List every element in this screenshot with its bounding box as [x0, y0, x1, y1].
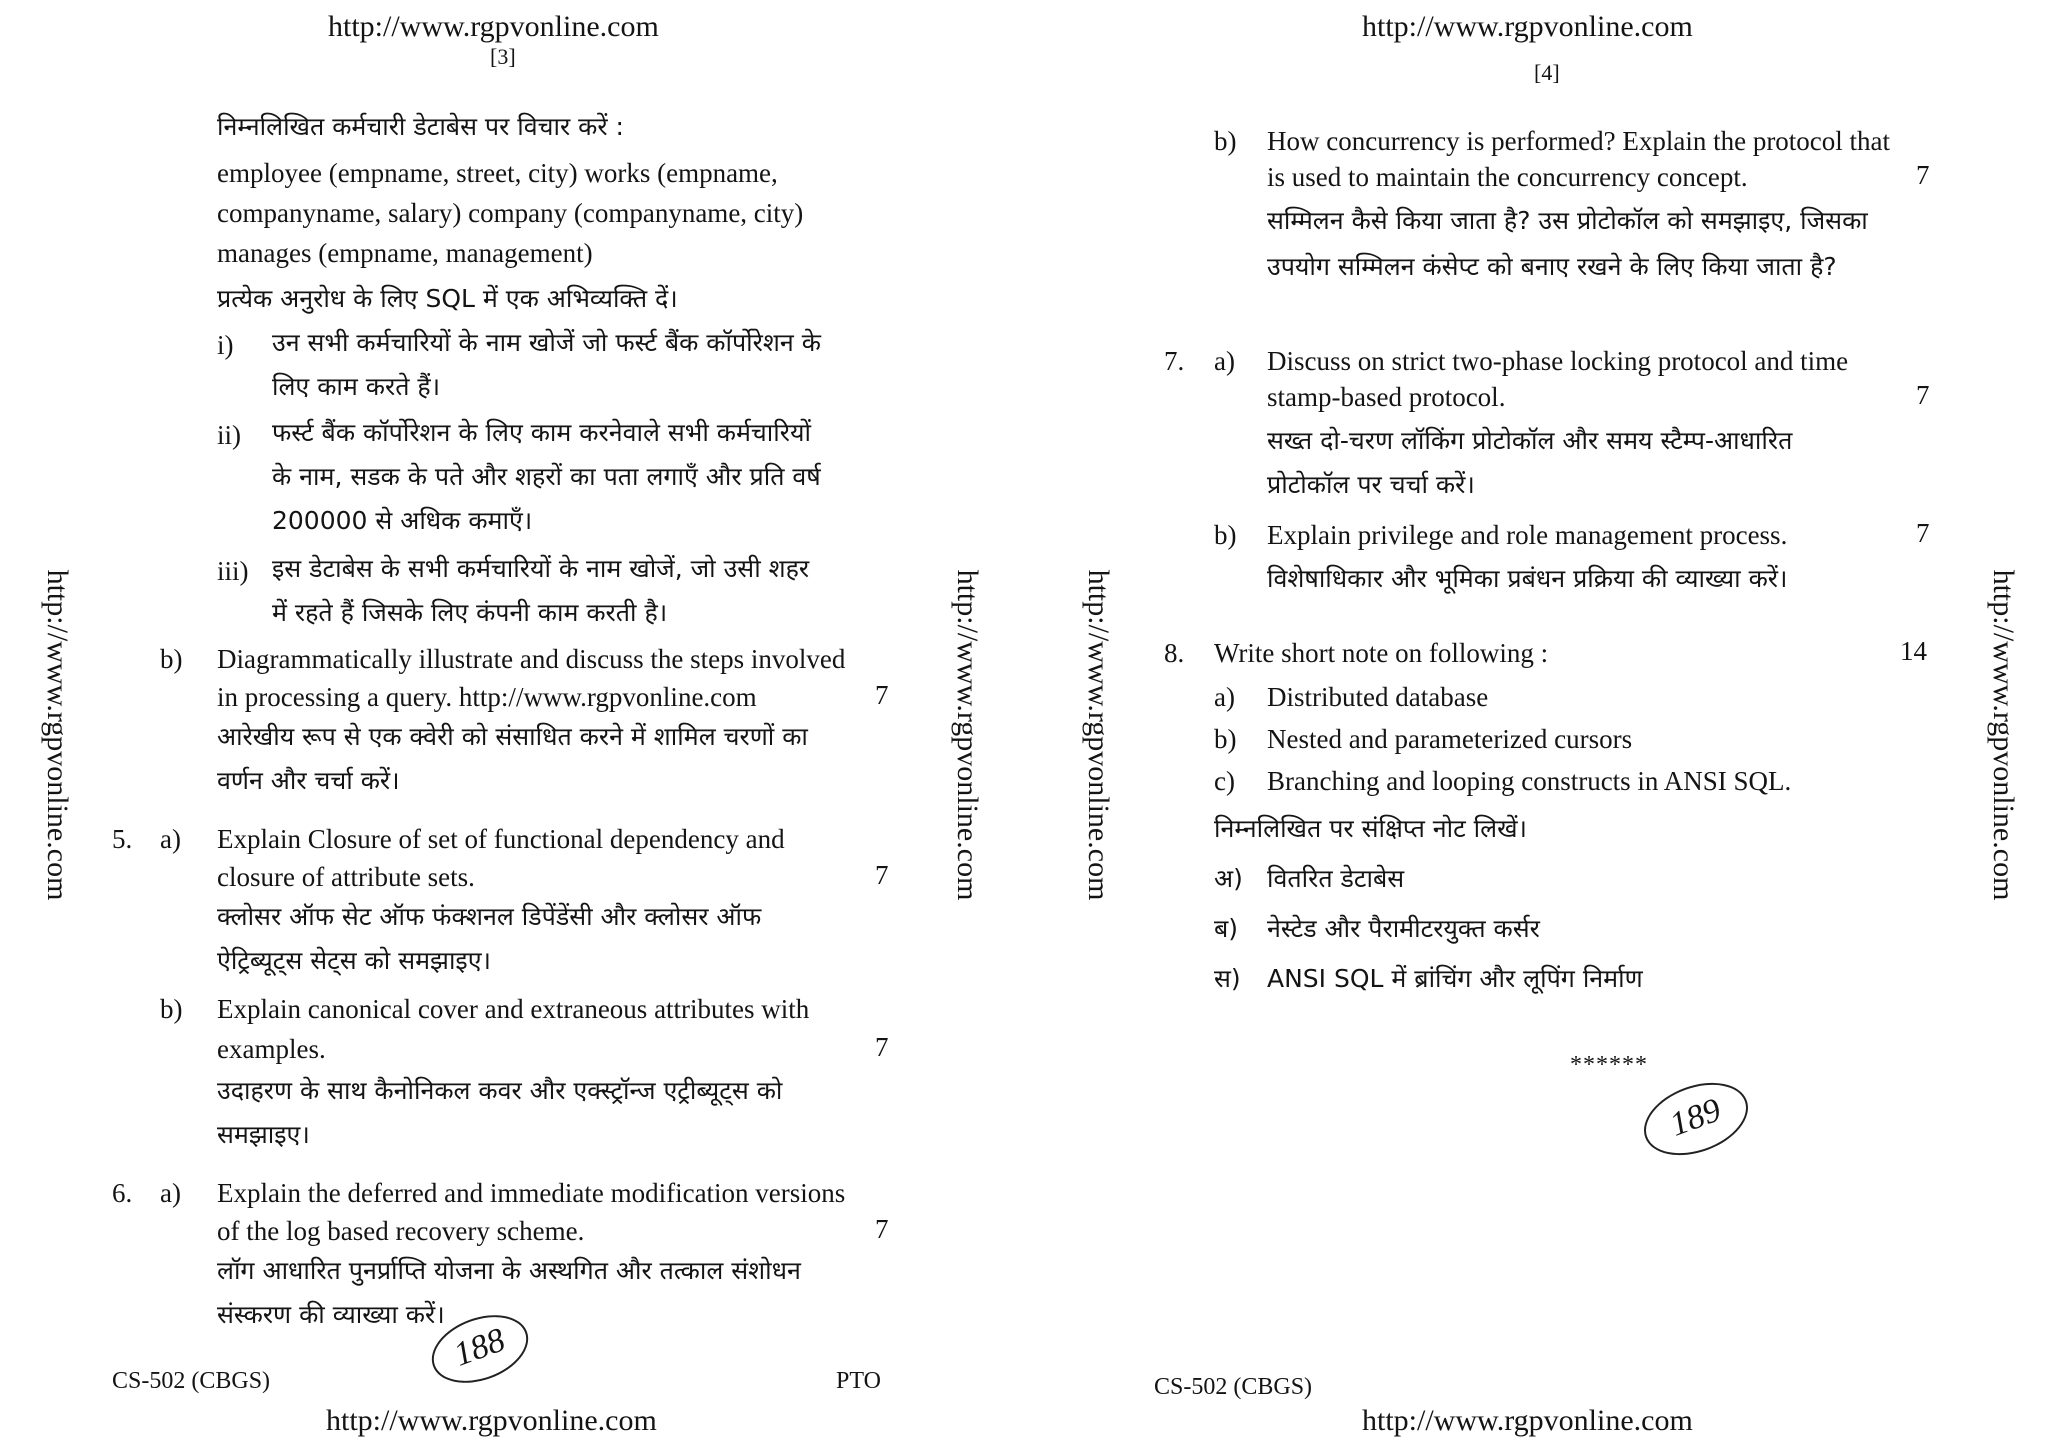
- part-label: b): [1214, 520, 1237, 550]
- question-text-hindi: संस्करण की व्याख्या करें।: [217, 1300, 445, 1329]
- marks: 7: [1916, 160, 1930, 190]
- question-number: 7.: [1164, 346, 1185, 376]
- question-text-hindi: निम्नलिखित पर संक्षिप्त नोट लिखें।: [1214, 814, 1528, 843]
- question-intro-hindi: निम्नलिखित कर्मचारी डेटाबेस पर विचार करें :: [217, 112, 624, 141]
- part-label: b): [160, 994, 183, 1024]
- part-label: b): [1214, 126, 1237, 156]
- question-text: How concurrency is performed? Explain the protocol that: [1267, 126, 1891, 156]
- sub-item-text: इस डेटाबेस के सभी कर्मचारियों के नाम खोजें, जो उसी शहर: [272, 554, 810, 583]
- sub-item-text: उन सभी कर्मचारियों के नाम खोजें जो फर्स्ट बैंक कॉर्पोरेशन के: [272, 328, 821, 357]
- sub-item-label: ii): [217, 420, 241, 450]
- part-label: a): [1214, 346, 1235, 376]
- question-text: Discuss on strict two-phase locking protocol and time: [1267, 346, 1849, 376]
- list-item-label: a): [1214, 682, 1235, 712]
- marks: 14: [1900, 636, 1927, 666]
- page-number: [4]: [1534, 60, 1560, 85]
- list-item-label: ब): [1214, 914, 1239, 943]
- question-text-hindi: उदाहरण के साथ कैनोनिकल कवर और एक्स्ट्रॉन्ज एट्रीब्यूट्स को: [217, 1076, 783, 1105]
- side-url-left: http://www.rgpvonline.com: [1082, 569, 1115, 901]
- pto-label: PTO: [836, 1368, 881, 1394]
- question-text: Explain Closure of set of functional dependency and: [217, 824, 785, 854]
- question-number: 6.: [112, 1178, 133, 1208]
- marks: 7: [1916, 380, 1930, 410]
- list-item: Distributed database: [1267, 682, 1489, 712]
- question-text: Explain canonical cover and extraneous attributes with: [217, 994, 810, 1024]
- marks: 7: [1916, 518, 1930, 548]
- question-text-hindi: सख्त दो-चरण लॉकिंग प्रोटोकॉल और समय स्टैम्प-आधारित: [1267, 426, 1793, 455]
- question-text: in processing a query. http://www.rgpvonline.com: [217, 682, 757, 712]
- footer-url: http://www.rgpvonline.com: [326, 1404, 657, 1437]
- part-label: b): [160, 644, 183, 674]
- end-stars: ******: [1570, 1052, 1648, 1078]
- sub-item-text: फर्स्ट बैंक कॉर्पोरेशन के लिए काम करनेवाले सभी कर्मचारियों: [272, 418, 811, 447]
- marks: 7: [875, 860, 889, 890]
- list-item: Branching and looping constructs in ANSI SQL.: [1267, 766, 1792, 796]
- list-item-label: अ): [1214, 864, 1243, 893]
- side-url-right: http://www.rgpvonline.com: [951, 569, 984, 901]
- part-label: a): [160, 824, 181, 854]
- question-text-hindi: विशेषाधिकार और भूमिका प्रबंधन प्रक्रिया की व्याख्या करें।: [1267, 564, 1788, 593]
- question-text: Explain privilege and role management process.: [1267, 520, 1788, 550]
- question-text: closure of attribute sets.: [217, 862, 475, 892]
- question-text-hindi: वर्णन और चर्चा करें।: [217, 766, 400, 795]
- question-text-hindi: क्लोसर ऑफ सेट ऑफ फंक्शनल डिपेंडेंसी और क्लोसर ऑफ: [217, 902, 762, 931]
- schema-line: employee (empname, street, city) works (empname,: [217, 158, 778, 188]
- question-text: Diagrammatically illustrate and discuss the steps involved: [217, 644, 846, 674]
- question-text-hindi: प्रोटोकॉल पर चर्चा करें।: [1267, 470, 1475, 499]
- marks: 7: [875, 1214, 889, 1244]
- question-text: stamp-based protocol.: [1267, 382, 1506, 412]
- question-text: Explain the deferred and immediate modification versions: [217, 1178, 846, 1208]
- header-url: http://www.rgpvonline.com: [328, 10, 659, 43]
- list-item: ANSI SQL में ब्रांचिंग और लूपिंग निर्माण: [1267, 964, 1643, 993]
- header-url: http://www.rgpvonline.com: [1362, 10, 1693, 43]
- sub-item-label: iii): [217, 556, 249, 586]
- question-text-hindi: ऐट्रिब्यूट्स सेट्स को समझाइए।: [217, 946, 491, 975]
- side-url-right: http://www.rgpvonline.com: [1987, 569, 2020, 901]
- list-item: Nested and parameterized cursors: [1267, 724, 1633, 754]
- side-url-left: http://www.rgpvonline.com: [41, 569, 74, 901]
- question-text-hindi: लॉग आधारित पुनर्प्राप्ति योजना के अस्थगित और तत्काल संशोधन: [217, 1256, 801, 1285]
- question-text: Write short note on following :: [1214, 638, 1549, 668]
- instruction-hindi: प्रत्येक अनुरोध के लिए SQL में एक अभिव्यक्ति दें।: [217, 284, 678, 313]
- question-text: is used to maintain the concurrency concept.: [1267, 162, 1748, 192]
- question-text-hindi: आरेखीय रूप से एक क्वेरी को संसाधित करने में शामिल चरणों का: [217, 722, 808, 751]
- handwritten-page-count: 189: [1634, 1070, 1758, 1169]
- list-item: वितरित डेटाबेस: [1267, 864, 1405, 893]
- question-number: 5.: [112, 824, 133, 854]
- question-text: of the log based recovery scheme.: [217, 1216, 585, 1246]
- right-page: [1024, 0, 2048, 1448]
- question-text-hindi: सम्मिलन कैसे किया जाता है? उस प्रोटोकॉल को समझाइए, जिसका: [1267, 206, 1868, 235]
- sub-item-text: लिए काम करते हैं।: [272, 372, 441, 401]
- schema-line: manages (empname, management): [217, 238, 593, 268]
- course-code: CS-502 (CBGS): [112, 1368, 271, 1394]
- handwritten-page-count: 188: [422, 1303, 537, 1395]
- list-item-label: c): [1214, 766, 1235, 796]
- sub-item-text: के नाम, सडक के पते और शहरों का पता लगाएँ और प्रति वर्ष: [272, 462, 821, 491]
- part-label: a): [160, 1178, 181, 1208]
- schema-line: companyname, salary) company (companyname, city): [217, 198, 804, 228]
- question-text-hindi: उपयोग सम्मिलन कंसेप्ट को बनाए रखने के लिए किया जाता है?: [1267, 252, 1837, 281]
- list-item-label: स): [1214, 964, 1241, 993]
- footer-url: http://www.rgpvonline.com: [1362, 1404, 1693, 1437]
- sub-item-text: में रहते हैं जिसके लिए कंपनी काम करती है।: [272, 598, 668, 627]
- question-text-hindi: समझाइए।: [217, 1120, 310, 1149]
- question-number: 8.: [1164, 638, 1185, 668]
- sub-item-text: 200000 से अधिक कमाएँ।: [272, 506, 533, 535]
- question-text: examples.: [217, 1034, 326, 1064]
- course-code: CS-502 (CBGS): [1154, 1374, 1313, 1400]
- sub-item-label: i): [217, 330, 234, 360]
- page-number: [3]: [490, 44, 516, 69]
- list-item-label: b): [1214, 724, 1237, 754]
- marks: 7: [875, 1032, 889, 1062]
- marks: 7: [875, 680, 889, 710]
- list-item: नेस्टेड और पैरामीटरयुक्त कर्सर: [1267, 914, 1540, 943]
